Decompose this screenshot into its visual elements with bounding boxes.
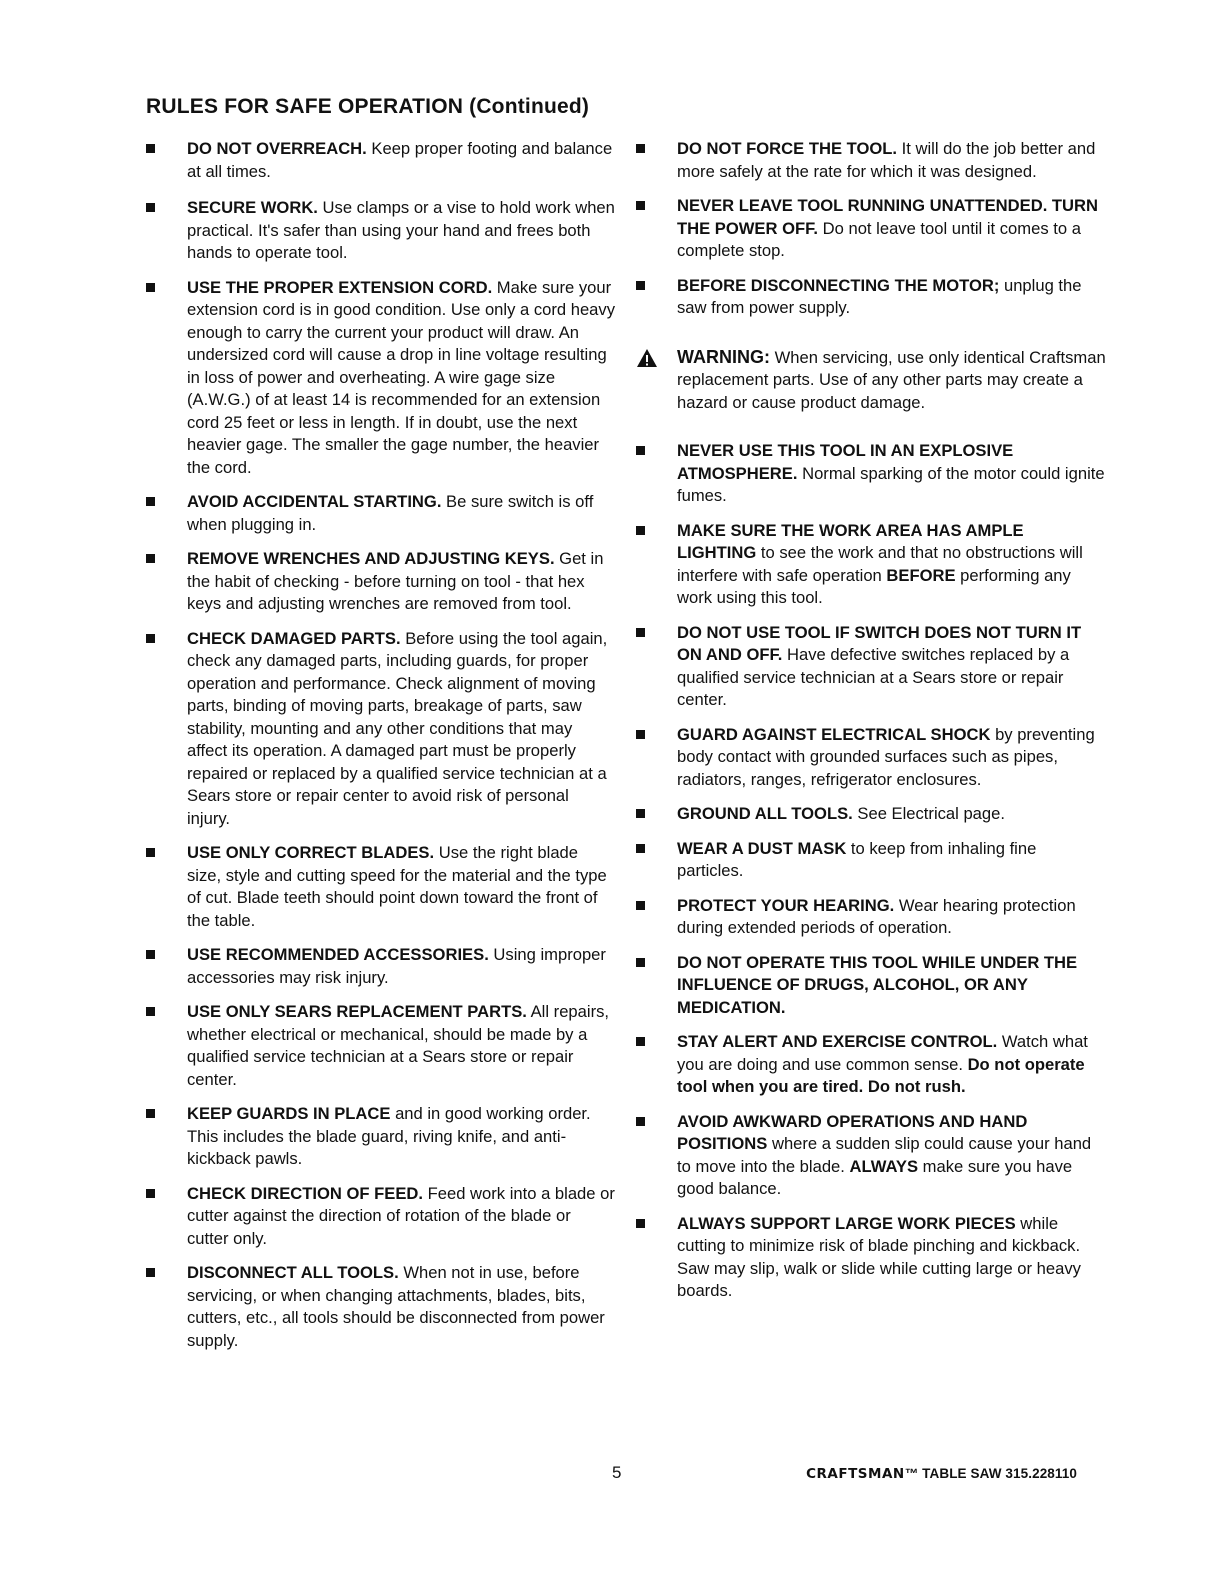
rule-text: Be sure switch is off when plugging in. [187, 492, 594, 534]
rule-heading: DO NOT OPERATE THIS TOOL WHILE UNDER THE INFLUENCE OF DRUGS, ALCOHOL, OR ANY MEDICATION. [677, 952, 1078, 1017]
rule-text: Get in the habit of checking - before turning on tool - that hex keys and adjusting wrenches are removed from tool. [187, 549, 604, 613]
rule-heading: NEVER USE THIS TOOL IN AN EXPLOSIVE ATMOSPHERE. [677, 441, 1014, 483]
square-bullet-icon [636, 526, 645, 535]
square-bullet-icon [146, 1268, 155, 1277]
page-title: RULES FOR SAFE OPERATION (Continued) [146, 95, 590, 118]
list-item [636, 622, 1106, 712]
rule-text: and in good working order. This includes the blade guard, riving knife, and anti-kickback pawls. [187, 1104, 591, 1168]
square-bullet-icon [636, 901, 645, 910]
warning-triangle-icon [636, 348, 658, 368]
rule-emphasis: ALWAYS [849, 1156, 919, 1176]
rule-text: Have defective switches replaced by a qualified service technician at a Sears store or repair center. [677, 645, 1070, 709]
square-bullet-icon [636, 809, 645, 818]
list-item [146, 944, 616, 989]
list-item [146, 842, 616, 932]
list-item [636, 195, 1106, 263]
rule-text: Use clamps or a vise to hold work when practical. It's safer than using your hand and frees both hands to operate tool. [187, 198, 615, 262]
rule-text: Keep proper footing and balance at all times. [187, 139, 613, 181]
rule-heading: NEVER LEAVE TOOL RUNNING UNATTENDED. TURN THE POWER OFF. [677, 196, 1099, 238]
rule-heading: CHECK DAMAGED PARTS. [187, 628, 401, 648]
square-bullet-icon [146, 634, 155, 643]
rule-text: performing any work using this tool. [677, 565, 1071, 607]
rule-heading: DO NOT USE TOOL IF SWITCH DOES NOT TURN IT ON AND OFF. [677, 622, 1082, 664]
warning-block [636, 346, 1106, 415]
rule-text: to keep from inhaling fine particles. [677, 838, 1037, 880]
rule-text: Wear hearing protection during extended periods of operation. [677, 895, 1076, 937]
rule-heading: AVOID AWKWARD OPERATIONS AND HAND POSITIONS [677, 1111, 1028, 1153]
square-bullet-icon [636, 1037, 645, 1046]
rule-text: Normal sparking of the motor could ignite fumes. [677, 463, 1105, 505]
rule-heading: USE ONLY CORRECT BLADES. [187, 843, 435, 862]
rule-heading: GROUND ALL TOOLS. [677, 804, 853, 823]
square-bullet-icon [636, 844, 645, 853]
square-bullet-icon [636, 144, 645, 153]
square-bullet-icon [146, 848, 155, 857]
warning-text: When servicing, use only identical Craftsman replacement parts. Use of any other parts may create a hazard or cause product damage. [677, 347, 1106, 412]
rule-heading: CHECK DIRECTION OF FEED. [187, 1183, 424, 1203]
brand-logo: CRAFTSMAN [806, 1466, 905, 1482]
rule-heading: DISCONNECT ALL TOOLS. [187, 1263, 399, 1282]
rule-heading: MAKE SURE THE WORK AREA HAS AMPLE LIGHTING [677, 520, 1024, 562]
list-item [146, 277, 616, 480]
list-item [636, 838, 1106, 883]
rule-text: Make sure your extension cord is in good condition. Use only a cord heavy enough to carry the current your product will draw. An undersized cord will cause a drop in line voltage resulting in loss of power and overheating. A wire gage size (A.W.G.) of at least 14 is recommended for an extension cord 25 feet or less in length. If in doubt, use the next heavier gage. The smaller the gage number, the heavier the cord. [187, 277, 616, 477]
rule-text: while cutting to minimize risk of blade pinching and kickback. Saw may slip, walk or slide while cutting large or heavy boards. [677, 1213, 1081, 1300]
list-item [146, 1103, 616, 1171]
square-bullet-icon [146, 497, 155, 506]
rule-emphasis: Do not operate tool when you are tired. Do not rush. [677, 1054, 1085, 1096]
rule-text: make sure you have good balance. [677, 1156, 1073, 1198]
rule-text: Use the right blade size, style and cutting speed for the material and the type of cut. Blade teeth should point down toward the front of the table. [187, 843, 607, 930]
square-bullet-icon [146, 1189, 155, 1198]
square-bullet-icon [146, 1109, 155, 1118]
rule-heading: PROTECT YOUR HEARING. [677, 895, 895, 915]
square-bullet-icon [636, 958, 645, 967]
square-bullet-icon [636, 281, 645, 290]
list-item [146, 548, 616, 616]
square-bullet-icon [636, 730, 645, 739]
right-column [636, 138, 1106, 1303]
rule-text: It will do the job better and more safely at the rate for which it was designed. [677, 139, 1096, 181]
warning-label: WARNING: [677, 346, 770, 367]
rule-heading: GUARD AGAINST ELECTRICAL SHOCK [677, 724, 991, 744]
square-bullet-icon [146, 203, 155, 212]
list-item [146, 628, 616, 831]
rule-heading: AVOID ACCIDENTAL STARTING. [187, 492, 442, 511]
rule-text: See Electrical page. [852, 804, 1005, 823]
rule-heading: REMOVE WRENCHES AND ADJUSTING KEYS. [187, 549, 555, 568]
rule-emphasis: BEFORE [886, 565, 956, 585]
list-item [636, 440, 1106, 508]
square-bullet-icon [636, 1117, 645, 1126]
rule-heading: USE ONLY SEARS REPLACEMENT PARTS. [187, 1002, 527, 1021]
rule-text: where a sudden slip could cause your hand to move into the blade. [677, 1134, 1092, 1176]
square-bullet-icon [636, 1219, 645, 1228]
list-item [636, 520, 1106, 610]
list-item [636, 1213, 1106, 1303]
square-bullet-icon [146, 554, 155, 563]
rule-heading: KEEP GUARDS IN PLACE [187, 1104, 391, 1123]
list-item [636, 895, 1106, 940]
rule-heading: BEFORE DISCONNECTING THE MOTOR; [677, 275, 1000, 295]
rule-heading: ALWAYS SUPPORT LARGE WORK PIECES [677, 1213, 1016, 1233]
page-number: 5 [612, 1463, 622, 1482]
square-bullet-icon [146, 283, 155, 292]
list-item [636, 803, 1106, 826]
square-bullet-icon [636, 446, 645, 455]
list-item [146, 491, 616, 536]
trademark-mark: ™ [904, 1466, 919, 1481]
rule-heading: WEAR A DUST MASK [677, 838, 847, 858]
model-text: TABLE SAW 315.228110 [918, 1466, 1077, 1481]
left-column [146, 138, 616, 1352]
list-item [146, 1262, 616, 1352]
rule-text: Feed work into a blade or cutter against the direction of rotation of the blade or cutter only. [187, 1183, 615, 1248]
list-item [146, 1001, 616, 1091]
rule-text: Before using the tool again, check any damaged parts, including guards, for proper operation and performance. Check alignment of moving parts, binding of moving parts, breakage of parts, saw stability, mounting and any other conditions that may affect its operation. A damaged part must be properly repaired or replaced by a qualified service technician at a Sears store or repair center to avoid risk of personal injury. [187, 628, 608, 828]
rule-text: by preventing body contact with grounded surfaces such as pipes, radiators, ranges, refrigerator enclosures. [677, 724, 1095, 789]
square-bullet-icon [636, 201, 645, 210]
square-bullet-icon [146, 950, 155, 959]
list-item [636, 724, 1106, 792]
list-item [636, 1111, 1106, 1201]
list-item [636, 275, 1106, 320]
list-item [636, 1031, 1106, 1099]
rule-heading: SECURE WORK. [187, 198, 318, 217]
list-item [146, 197, 616, 265]
rule-text: Using improper accessories may risk injury. [187, 945, 606, 987]
square-bullet-icon [636, 628, 645, 637]
rule-text: When not in use, before servicing, or when changing attachments, blades, bits, cutters, etc., all tools should be disconnected from power supply. [187, 1263, 605, 1350]
square-bullet-icon [146, 144, 155, 153]
rule-text: to see the work and that no obstructions will interfere with safe operation [677, 543, 1083, 585]
rule-text: Watch what you are doing and use common sense. [677, 1032, 1088, 1074]
list-item [146, 138, 616, 183]
rule-heading: DO NOT OVERREACH. [187, 139, 367, 158]
rule-heading: DO NOT FORCE THE TOOL. [677, 139, 898, 158]
rule-text: All repairs, whether electrical or mechanical, should be made by a qualified service technician at a Sears store or repair center. [187, 1002, 609, 1089]
list-item [636, 138, 1106, 183]
rule-text: Do not leave tool until it comes to a complete stop. [677, 218, 1081, 260]
rule-heading: USE THE PROPER EXTENSION CORD. [187, 277, 493, 297]
rule-text: unplug the saw from power supply. [677, 275, 1082, 317]
list-item [636, 952, 1106, 1020]
footer-model [806, 1466, 1077, 1482]
list-item [146, 1183, 616, 1251]
square-bullet-icon [146, 1007, 155, 1016]
rule-heading: USE RECOMMENDED ACCESSORIES. [187, 945, 489, 964]
rule-heading: STAY ALERT AND EXERCISE CONTROL. [677, 1032, 998, 1051]
